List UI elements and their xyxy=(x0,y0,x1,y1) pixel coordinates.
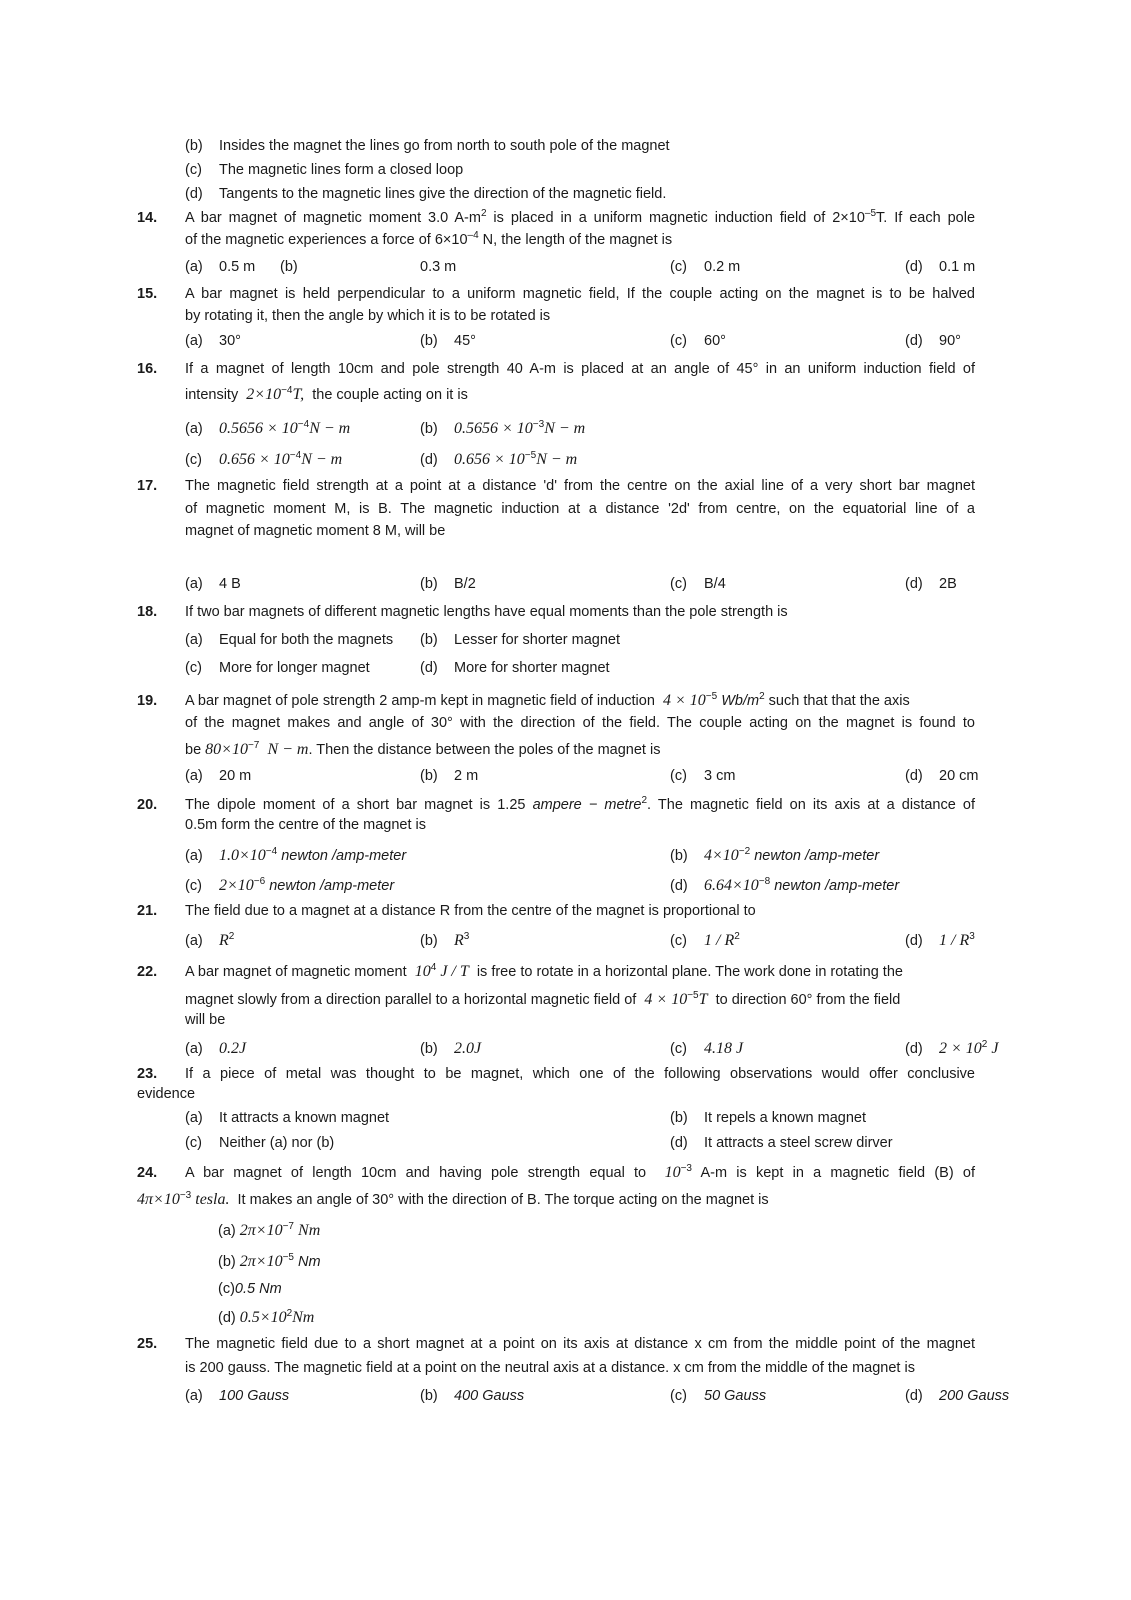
option-d: (d) It attracts a steel screw dirver xyxy=(670,1135,893,1151)
option-c: (c) $0.656 \times 10^{-4}N - m$ xyxy=(185,450,343,468)
question-number: 15. xyxy=(137,286,158,302)
option-c: (c) More for longer magnet xyxy=(185,660,370,676)
question-text: evidence xyxy=(137,1086,196,1102)
option-b: (b) $R^3$ xyxy=(420,931,470,949)
question-text: $4\pi\times 10^{-3}$ tesla. It makes an angle of 30° with the direction of B. The torque acting on the magnet is xyxy=(137,1190,769,1208)
option-b: (b) 2.0J xyxy=(420,1040,482,1057)
option-b: (b) $2\pi\times 10^{-5}$ Nm xyxy=(218,1252,321,1270)
question-text: A bar magnet of magnetic moment 3.0 $A-m^2$ is placed in a uniform magnetic induction field of $2\times 10^{-5}T$. If each pole xyxy=(185,208,976,226)
option-a: (a) 0.5 m xyxy=(185,259,256,275)
question-text: be $80\times 10^{-7}$ N − m. Then the distance between the poles of the magnet is xyxy=(185,740,661,758)
question-text: A bar magnet of pole strength 2 amp-m kept in magnetic field of induction $4 \times 10^{-5}$ $Wb/m^2$ such that that the axis xyxy=(185,691,910,709)
question-text: The magnetic field strength at a point at a distance 'd' from the centre on the axial line of a very short bar magnet xyxy=(185,478,975,494)
question-text: The field due to a magnet at a distance R from the centre of the magnet is proportional to xyxy=(185,903,756,919)
question-text: If a magnet of length 10cm and pole strength 40 A-m is placed at an angle of 45° in an uniform induction field of xyxy=(185,361,975,377)
question-number: 23. xyxy=(137,1066,158,1082)
question-number: 25. xyxy=(137,1336,158,1352)
option-b: (b) It repels a known magnet xyxy=(670,1110,867,1126)
option-d: (d) $6.64\times 10^{-8}$ newton /amp-meter xyxy=(670,876,900,894)
question-text: by rotating it, then the angle by which it is to be rotated is xyxy=(185,308,551,324)
list-item: (d) Tangents to the magnetic lines give the direction of the magnetic field. xyxy=(185,186,667,202)
option-a: (a) $1.0\times 10^{-4}$ newton /amp-meter xyxy=(185,846,407,864)
option-d: (d) 0.1 m xyxy=(905,259,976,275)
question-number: 14. xyxy=(137,210,158,226)
option-b: (b) $4\times 10^{-2}$ newton /amp-meter xyxy=(670,846,880,864)
question-number: 17. xyxy=(137,478,158,494)
option-a: (a) 20 m xyxy=(185,768,252,784)
option-d: (d) 90° xyxy=(905,333,961,349)
question-text: magnet of magnetic moment 8 M, will be xyxy=(185,523,446,539)
option-a: (a) It attracts a known magnet xyxy=(185,1110,390,1126)
option-c: (c) Neither (a) nor (b) xyxy=(185,1135,335,1151)
option-d: (d) $0.5\times 10^2Nm$ xyxy=(218,1308,315,1326)
option-b: (b) B/2 xyxy=(420,576,476,592)
question-number: 19. xyxy=(137,693,158,709)
question-number: 21. xyxy=(137,903,158,919)
option-c: (c) $2\times 10^{-6}$ newton /amp-meter xyxy=(185,876,395,894)
option-c: (c) 3 cm xyxy=(670,768,736,784)
question-text: intensity $2\times 10^{-4}T$, the couple acting on it is xyxy=(185,385,468,403)
option-a: (a) $2\pi\times 10^{-7}$ Nm xyxy=(218,1221,321,1239)
option-d: (d) 2B xyxy=(905,576,957,592)
option-c: (c)0.5 Nm xyxy=(218,1281,282,1297)
option-a: (a) Equal for both the magnets xyxy=(185,632,394,648)
question-text: The dipole moment of a short bar magnet is 1.25 ampere − metre$^2$. The magnetic field on its axis at a distance of xyxy=(185,795,975,813)
option-b: (b) xyxy=(280,259,298,275)
option-c: (c) 50 Gauss xyxy=(670,1388,767,1404)
option-b-text: 0.3 m xyxy=(420,259,457,275)
question-number: 20. xyxy=(137,797,158,813)
option-a: (a) $R^2$ xyxy=(185,931,235,949)
question-text: will be xyxy=(185,1012,226,1028)
option-c: (c) $1 / R^2$ xyxy=(670,931,740,949)
option-b: (b) 45° xyxy=(420,333,476,349)
question-text: magnet slowly from a direction parallel to a horizontal magnetic field of $4 \times 10^{-5}T$ to direction 60° from the field xyxy=(185,990,901,1008)
option-b: (b) 2 m xyxy=(420,768,479,784)
option-b: (b) Lesser for shorter magnet xyxy=(420,632,621,648)
option-d: (d) 20 cm xyxy=(905,768,979,784)
list-item: (c) The magnetic lines form a closed loop xyxy=(185,162,464,178)
option-d: (d) $1 / R^3$ xyxy=(905,931,975,949)
option-c: (c) B/4 xyxy=(670,576,726,592)
question-text: is 200 gauss. The magnetic field at a point on the neutral axis at a distance. x cm from the middle of the magnet is xyxy=(185,1360,915,1376)
option-a: (a) 30° xyxy=(185,333,241,349)
option-c: (c) 0.2 m xyxy=(670,259,741,275)
option-d: (d) More for shorter magnet xyxy=(420,660,610,676)
option-a: (a) $0.5656 \times 10^{-4}N - m$ xyxy=(185,419,351,437)
question-text: The magnetic field due to a short magnet at a point on its axis at distance x cm from the middle point of the magnet xyxy=(185,1336,975,1352)
question-number: 18. xyxy=(137,604,158,620)
question-text: of magnetic moment M, is B. The magnetic induction at a distance '2d' from centre, on the equatorial line of a xyxy=(185,501,975,517)
option-a: (a) 0.2J xyxy=(185,1040,247,1057)
option-c: (c) 4.18 J xyxy=(670,1040,744,1057)
option-c: (c) 60° xyxy=(670,333,726,349)
question-text: A bar magnet is held perpendicular to a uniform magnetic field, If the couple acting on the magnet is to be halved xyxy=(185,286,975,302)
question-number: 24. xyxy=(137,1165,158,1181)
option-b: (b) $0.5656 \times 10^{-3}N - m$ xyxy=(420,419,586,437)
option-d: (d) 200 Gauss xyxy=(905,1388,1010,1404)
list-item: (b) Insides the magnet the lines go from north to south pole of the magnet xyxy=(185,138,670,154)
question-text: of the magnetic experiences a force of $6\times 10^{-4}$ N, the length of the magnet is xyxy=(185,230,673,248)
option-a: (a) 100 Gauss xyxy=(185,1388,290,1404)
question-number: 16. xyxy=(137,361,158,377)
question-text: If a piece of metal was thought to be magnet, which one of the following observations would offer conclusive xyxy=(185,1066,975,1082)
question-text: of the magnet makes and angle of 30° with the direction of the field. The couple acting on the magnet is found to xyxy=(185,715,975,731)
question-number: 22. xyxy=(137,964,158,980)
option-d: (d) $0.656 \times 10^{-5}N - m$ xyxy=(420,450,578,468)
question-text: If two bar magnets of different magnetic lengths have equal moments than the pole strength is xyxy=(185,604,788,620)
question-text: A bar magnet of length 10cm and having pole strength equal to $10^{-3}$ A-m is kept in a magnetic field (B) of xyxy=(185,1163,975,1181)
option-d: (d) $2 \times 10^2$ J xyxy=(905,1039,999,1057)
question-text: 0.5m form the centre of the magnet is xyxy=(185,817,426,833)
option-b: (b) 400 Gauss xyxy=(420,1388,525,1404)
question-text: A bar magnet of magnetic moment $10^4$ J / T is free to rotate in a horizontal plane. The work done in rotating the xyxy=(185,962,903,980)
option-a: (a) 4 B xyxy=(185,576,241,592)
